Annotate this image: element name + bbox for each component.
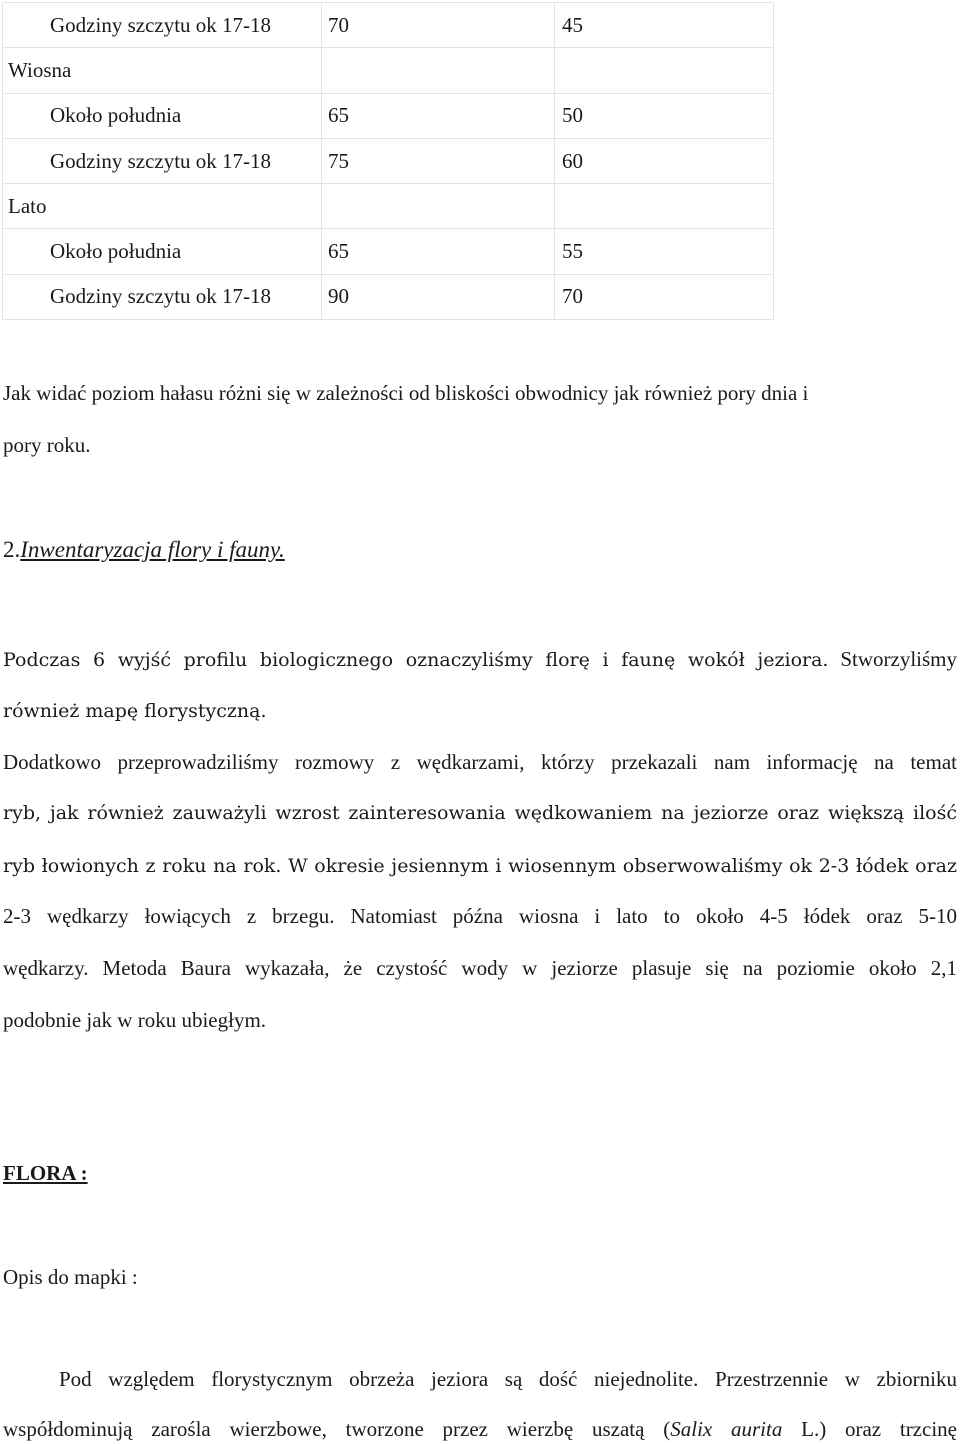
section-title: Inwentaryzacja flory i fauny.	[20, 537, 285, 562]
section-number: 2.	[3, 537, 21, 562]
value-cell-2	[555, 48, 774, 93]
fishing-line-5: wędkarzy. Metoda Baura wykazała, że czystość wody w jeziorze plasuje się na poziomie około 2,1	[3, 956, 957, 980]
map-caption: Opis do mapki :	[3, 1265, 138, 1289]
value-cell-1: 65	[322, 93, 555, 138]
flora-line-2	[3, 1417, 957, 1442]
value-cell-2: 70	[555, 274, 774, 319]
season-label: Lato	[3, 184, 322, 229]
period-label: Około południa	[3, 93, 322, 138]
fishing-line-1: Dodatkowo przeprowadziliśmy rozmowy z wędkarzami, którzy przekazali nam informację na temat	[3, 750, 957, 774]
value-cell-1	[322, 48, 555, 93]
value-cell-1: 90	[322, 274, 555, 319]
species-name: Salix aurita	[670, 1417, 783, 1441]
noise-level-table	[2, 2, 774, 320]
value-cell-2: 60	[555, 138, 774, 183]
value-cell-2: 50	[555, 93, 774, 138]
period-label: Około południa	[3, 229, 322, 274]
table-row	[3, 48, 774, 93]
intro-line-1-part-b: Stworzyliśmy	[840, 647, 958, 671]
fishing-line-2: ryb, jak również zauważyli wzrost zainteresowania wędkowaniem na jeziorze oraz większą ilość	[3, 802, 957, 824]
fishing-line-3-text: ryb łowionych z roku na rok. W okresie jesiennym i wiosennym obserwowaliśmy ok 2-3 łódek oraz	[3, 855, 957, 877]
period-label: Godziny szczytu ok 17-18	[3, 138, 322, 183]
table-row	[3, 3, 774, 48]
value-cell-2: 55	[555, 229, 774, 274]
value-cell-2: 45	[555, 3, 774, 48]
period-label: Godziny szczytu ok 17-18	[3, 3, 322, 48]
intro-line-2: również mapę florystyczną.	[3, 700, 267, 722]
section-heading	[3, 537, 285, 563]
table-row	[3, 93, 774, 138]
table-row	[3, 274, 774, 319]
fishing-line-4: 2-3 wędkarzy łowiących z brzegu. Natomiast późna wiosna i lato to około 4-5 łódek oraz 5-10	[3, 904, 957, 928]
fishing-line-6: podobnie jak w roku ubiegłym.	[3, 1008, 267, 1032]
flora-line-1: Pod względem florystycznym obrzeża jeziora są dość niejednolite. Przestrzennie w zbiorniku	[59, 1367, 957, 1391]
value-cell-1: 75	[322, 138, 555, 183]
season-label: Wiosna	[3, 48, 322, 93]
conclusion-line-2: pory roku.	[3, 433, 91, 457]
conclusion-line-1: Jak widać poziom hałasu różni się w zależności od bliskości obwodnicy jak również pory dnia i	[3, 381, 809, 405]
fishing-line-3	[3, 853, 957, 878]
intro-line-1	[3, 647, 957, 672]
value-cell-2	[555, 184, 774, 229]
period-label: Godziny szczytu ok 17-18	[3, 274, 322, 319]
flora-heading: FLORA :	[3, 1161, 88, 1185]
intro-line-1-part-a: Podczas 6 wyjść profilu biologicznego oznaczyliśmy florę i faunę wokół jeziora.	[3, 649, 829, 671]
table-row	[3, 184, 774, 229]
value-cell-1: 70	[322, 3, 555, 48]
value-cell-1: 65	[322, 229, 555, 274]
value-cell-1	[322, 184, 555, 229]
table-row	[3, 229, 774, 274]
table-row	[3, 138, 774, 183]
flora-line-2-part-a: współdominują zarośla wierzbowe, tworzone przez wierzbę uszatą (	[3, 1417, 671, 1441]
flora-line-2-part-b: L.) oraz trzcinę	[782, 1417, 957, 1441]
